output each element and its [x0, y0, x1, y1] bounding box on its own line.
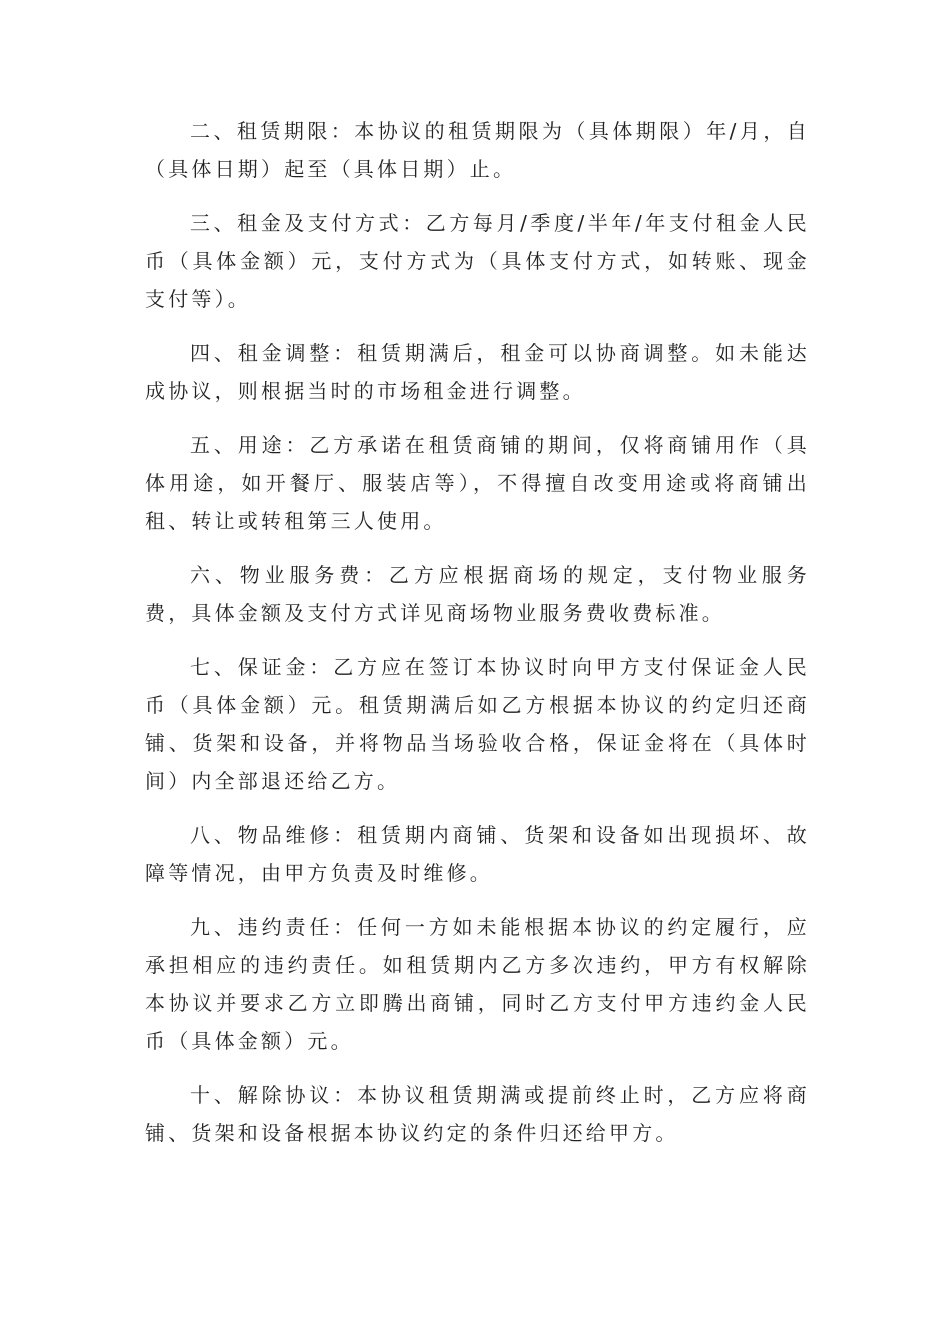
clause-termination: 十、解除协议：本协议租赁期满或提前终止时，乙方应将商铺、货架和设备根据本协议约定的条件归还给甲方。: [145, 1083, 810, 1145]
clause-rent-payment: 三、租金及支付方式：乙方每月/季度/半年/年支付租金人民币（具体金额）元，支付方式为（具体支付方式，如转账、现金支付等）。: [145, 211, 810, 311]
clause-lease-term: 二、租赁期限：本协议的租赁期限为（具体期限）年/月，自（具体日期）起至（具体日期）止。: [145, 119, 810, 181]
clause-usage: 五、用途：乙方承诺在租赁商铺的期间，仅将商铺用作（具体用途，如开餐厅、服装店等），不得擅自改变用途或将商铺出租、转让或转租第三人使用。: [145, 433, 810, 533]
clause-maintenance: 八、物品维修：租赁期内商铺、货架和设备如出现损坏、故障等情况，由甲方负责及时维修。: [145, 823, 810, 885]
clause-property-fee: 六、物业服务费：乙方应根据商场的规定，支付物业服务费，具体金额及支付方式详见商场物业服务费收费标准。: [145, 563, 810, 625]
document-body: [145, 112, 810, 1168]
clause-rent-adjustment: 四、租金调整：租赁期满后，租金可以协商调整。如未能达成协议，则根据当时的市场租金进行调整。: [145, 341, 810, 403]
clause-breach-liability: 九、违约责任：任何一方如未能根据本协议的约定履行，应承担相应的违约责任。如租赁期内乙方多次违约，甲方有权解除本协议并要求乙方立即腾出商铺，同时乙方支付甲方违约金人民币（具体金额）元。: [145, 915, 810, 1053]
clause-deposit: 七、保证金：乙方应在签订本协议时向甲方支付保证金人民币（具体金额）元。租赁期满后如乙方根据本协议的约定归还商铺、货架和设备，并将物品当场验收合格，保证金将在（具体时间）内全部退还给乙方。: [145, 655, 810, 793]
